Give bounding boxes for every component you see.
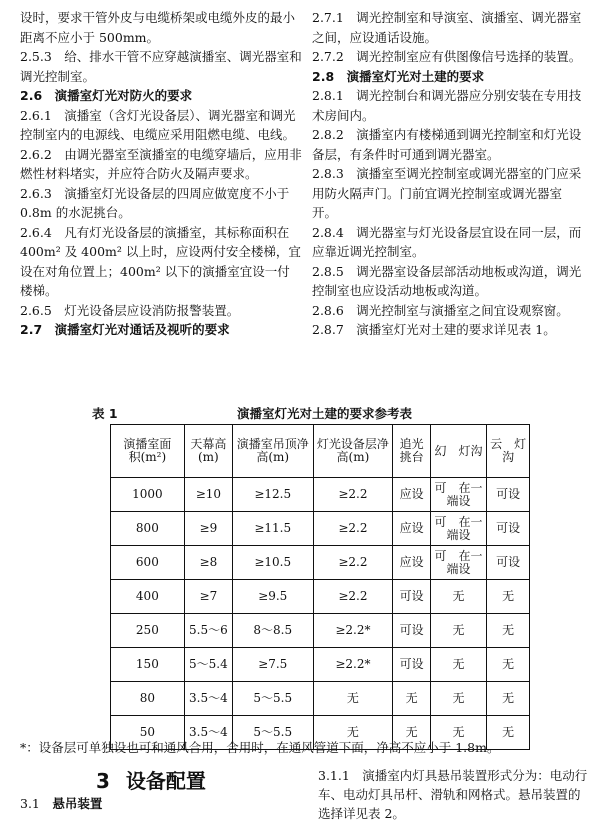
right-paragraph: 2.8.3 演播室至调光控制室或调光器室的门应采用防火隔声门。门前宜调光控制室或调光器室开。 [312, 166, 582, 220]
table-cell: ≥12.5 [232, 478, 313, 512]
left-paragraph: 2.6.5 灯光设备层应设消防报警装置。 [20, 302, 240, 318]
table-cell: 无 [430, 716, 486, 750]
table-cell: 可 在一端设 [430, 512, 486, 546]
table-cell: 80 [111, 682, 185, 716]
table-cell: 150 [111, 648, 185, 682]
table-header-cell: 云 灯沟 [487, 425, 530, 478]
table-header-cell: 追光挑台 [393, 425, 431, 478]
table-cell: ≥2.2 [313, 512, 393, 546]
table-cell: 应设 [393, 478, 431, 512]
table-cell: 可设 [487, 546, 530, 580]
right-heading: 2.8 演播室灯光对土建的要求 [312, 68, 485, 84]
table-caption [92, 404, 522, 422]
table-cell: ≥9 [184, 512, 232, 546]
section-number: 3.1 [20, 796, 40, 811]
table-cell: 无 [487, 716, 530, 750]
left-paragraph: 2.6.4 凡有灯光设备层的演播室，其标称面积在 400m² 及 400m² 以上时，应设两付安全楼梯，宜设在对角位置上；400m² 以下的演播室宜设一付楼梯。 [20, 224, 301, 298]
table-row [111, 614, 530, 648]
table-cell: ≥10.5 [232, 546, 313, 580]
requirements-table [110, 424, 530, 750]
table-cell: 无 [430, 648, 486, 682]
table-cell: ≥2.2* [313, 648, 393, 682]
table-cell: ≥8 [184, 546, 232, 580]
chapter-heading [96, 765, 206, 794]
table-cell: 400 [111, 580, 185, 614]
table-cell: 可 在一端设 [430, 478, 486, 512]
table-number: 表 1 [92, 406, 118, 421]
table-cell: 可设 [487, 512, 530, 546]
table-cell: 5～5.4 [184, 648, 232, 682]
table-row [111, 512, 530, 546]
table-cell: 无 [393, 716, 431, 750]
table-cell: ≥2.2 [313, 478, 393, 512]
right-paragraph: 2.7.1 调光控制室和导演室、演播室、调光器室之间，应设通话设施。 [312, 10, 582, 45]
table-cell: 800 [111, 512, 185, 546]
table-cell: 无 [487, 614, 530, 648]
table-footnote: *：设备层可单独设也可和通风合用，合用时，在通风管道下面，净高不应小于 1.8m。 [20, 740, 500, 755]
table-cell: 250 [111, 614, 185, 648]
table-row [111, 682, 530, 716]
left-heading: 2.7 演播室灯光对通话及视听的要求 [20, 322, 230, 337]
table-row [111, 580, 530, 614]
table-row [111, 546, 530, 580]
table-row [111, 648, 530, 682]
left-column [20, 8, 302, 340]
right-paragraph: 2.7.2 调光控制室应有供图像信号选择的装置。 [312, 49, 582, 64]
clause-3-1-1 [318, 766, 588, 823]
left-paragraph: 设时，要求干管外皮与电缆桥架或电缆外皮的最小距离不应小于 500mm。 [20, 10, 296, 45]
table-cell: 可设 [393, 614, 431, 648]
table-header-cell: 演播室吊顶净高(m) [232, 425, 313, 478]
table-cell: 无 [487, 580, 530, 614]
table-header-cell: 灯光设备层净高(m) [313, 425, 393, 478]
table-header-cell: 演播室面 积(m²) [111, 425, 185, 478]
table-cell: 可 在一端设 [430, 546, 486, 580]
table-cell: 无 [313, 716, 393, 750]
left-paragraph: 2.6.1 演播室（含灯光设备层）、调光器室和调光控制室内的电源线、电缆应采用阻燃电缆、电线。 [20, 107, 296, 142]
table-cell: 1000 [111, 478, 185, 512]
table-cell: 应设 [393, 512, 431, 546]
section-heading [20, 794, 102, 812]
right-paragraph: 2.8.1 调光控制台和调光器应分别安装在专用技术房间内。 [312, 88, 582, 123]
table-cell: 可设 [487, 478, 530, 512]
table-cell: 无 [487, 682, 530, 716]
table-cell: 5～5.5 [232, 682, 313, 716]
right-paragraph: 2.8.6 调光控制室与演播室之间宜设观察窗。 [312, 302, 569, 318]
table-row [111, 478, 530, 512]
table-cell: 可设 [393, 580, 431, 614]
right-column [312, 8, 584, 340]
right-paragraph: 2.8.5 调光器室设备层部活动地板或沟道，调光控制室也应设活动地板或沟道。 [312, 263, 582, 298]
table-cell: 无 [393, 682, 431, 716]
table-title: 演播室灯光对土建的要求参考表 [237, 406, 413, 421]
table-cell: 600 [111, 546, 185, 580]
table-cell: ≥7.5 [232, 648, 313, 682]
table-cell: 无 [430, 614, 486, 648]
table-cell: ≥11.5 [232, 512, 313, 546]
table-cell: 50 [111, 716, 185, 750]
table-cell: ≥2.2 [313, 546, 393, 580]
table-cell: 应设 [393, 546, 431, 580]
table-cell: 无 [430, 682, 486, 716]
table-cell: 无 [487, 648, 530, 682]
chapter-title: 设备配置 [125, 769, 206, 793]
table-cell: ≥9.5 [232, 580, 313, 614]
section-title: 悬吊装置 [52, 796, 103, 811]
table-cell: ≥2.2 [313, 580, 393, 614]
table-cell: 3.5～4 [184, 716, 232, 750]
right-paragraph: 2.8.2 演播室内有楼梯通到调光控制室和灯光设备层，有条件时可通到调光器室。 [312, 127, 582, 162]
right-paragraph: 2.8.4 调光器室与灯光设备层宜设在同一层，而应靠近调光控制室。 [312, 224, 582, 259]
chapter-number: 3 [96, 769, 110, 793]
left-heading: 2.6 演播室灯光对防火的要求 [20, 88, 193, 103]
table-cell: 5.5～6 [184, 614, 232, 648]
table-cell: 可设 [393, 648, 431, 682]
clause-text: 3.1.1 演播室内灯具悬吊装置形式分为：电动行车、电动灯具吊杆、滑轨和网格式。悬吊装置的选择详见表 2。 [318, 768, 588, 821]
left-paragraph: 2.5.3 给、排水干管不应穿越演播室、调光器室和调光控制室。 [20, 49, 302, 84]
table-cell: ≥10 [184, 478, 232, 512]
table-header-cell: 幻 灯沟 [430, 425, 486, 478]
table-cell: 8～8.5 [232, 614, 313, 648]
table-cell: ≥2.2* [313, 614, 393, 648]
left-paragraph: 2.6.2 由调光器室至演播室的电缆穿墙后，应用非燃性材料堵实，并应符合防火及隔声要求。 [20, 146, 302, 181]
table-cell: 无 [313, 682, 393, 716]
table-cell: 无 [430, 580, 486, 614]
left-paragraph: 2.6.3 演播室灯光设备层的四周应做宽度不小于 0.8m 的水泥挑台。 [20, 185, 290, 220]
table-cell: ≥7 [184, 580, 232, 614]
table-header-cell: 天幕高(m) [184, 425, 232, 478]
table-cell: 5～5.5 [232, 716, 313, 750]
table-header-row [111, 425, 530, 478]
table-cell: 3.5～4 [184, 682, 232, 716]
right-paragraph: 2.8.7 演播室灯光对土建的要求详见表 1。 [312, 322, 556, 337]
